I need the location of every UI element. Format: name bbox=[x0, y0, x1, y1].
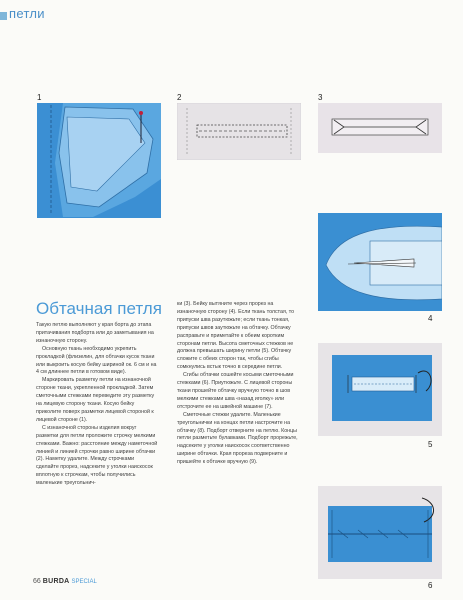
article-column-2 bbox=[177, 301, 303, 467]
figure-number-5: 5 bbox=[428, 440, 433, 449]
section-label: петли bbox=[9, 6, 45, 21]
figure-number-1: 1 bbox=[37, 93, 42, 102]
figure-4-illustration bbox=[318, 213, 442, 311]
page-footer bbox=[33, 578, 97, 585]
figure-2-illustration bbox=[177, 103, 301, 160]
section-tag bbox=[0, 0, 120, 20]
figure-6-illustration bbox=[318, 486, 442, 579]
magazine-edition: SPECIAL bbox=[71, 579, 97, 585]
figure-number-2: 2 bbox=[177, 93, 182, 102]
magazine-brand: BURDA bbox=[42, 578, 70, 585]
paragraph: Сметочные стежки удалите. Маленькие треугольнички на концах петли настрочите на обтачку (8). Подборт отверните на петлю. Концы петли разметьте булавками. Подборт прорежьте, надсеките у уголки наискосок соответственно ширине обтачки. Края прореза подверните и пришейте к обтачке вручную (9). bbox=[177, 411, 298, 466]
paragraph: С изнаночной стороны изделия вокруг разметки для петли проложите строчку мелкими стежками. Важно: расстояние между наметочной линией и линией строчки равно ширине обтачки (2). Наметку удалите. Между строчками сделайте прорез, надсеките у уголки наискосок вплотную к строчкам, чтобы получились маленькие треугольнич- bbox=[36, 424, 158, 487]
figure-1-illustration bbox=[37, 103, 161, 218]
section-tag-bar bbox=[0, 12, 7, 20]
page-number: 66 bbox=[33, 578, 41, 585]
paragraph: ки (3). Бейку вытяните через прорез на изнаночную сторону (4). Если ткань толстая, то припуски шва разутюжьте; если ткань тонкая, припуски швов заутюжьте на обтачку. Обтачку расправьте и приметайте к обеим коротким сторонам петли. Высота сметочных стежков не должна превышать ширину петли (5). Обтачку сложите с обеих сторон так, чтобы сгибы сомкнулись встык точно в середине петли. bbox=[177, 301, 295, 371]
article-title: Обтачная петля bbox=[36, 299, 162, 318]
figure-5-illustration bbox=[318, 343, 442, 436]
figure-number-3: 3 bbox=[318, 93, 323, 102]
article-column-1 bbox=[36, 322, 158, 488]
figure-3-illustration bbox=[318, 103, 442, 153]
paragraph: Такую петлю выполняют у края борта до этапа притачивания подборта или до заметывания на изнаночную сторону. bbox=[36, 322, 154, 344]
figure-number-4: 4 bbox=[428, 314, 433, 323]
paragraph: Маркировать разметку петли на изнаночной стороне ткани, укрепленной прокладкой. Затем сметочными стежками переведите эту разметку на лицевую сторону ткани. Косую бейку приколите поверх разметки лицевой стороной к лицевой стороне (1). bbox=[36, 377, 155, 423]
paragraph: Основную ткань необходимо укрепить прокладкой (флизелин, для обтачки кусок ткани или выкроить косую бейку шириной ок. 6 см и на 4 см длиннее петли в готовом виде). bbox=[36, 345, 157, 376]
paragraph: Сгибы обтачки сошейте косыми сметочными стежками (6). Приутюжьте. С лицевой стороны ткани прошейте обтачку вручную точно в шов мелкими стежками шва «назад иголку» или отстрочите ее на швейной машине (7). bbox=[177, 372, 294, 410]
figure-number-6: 6 bbox=[428, 581, 433, 590]
